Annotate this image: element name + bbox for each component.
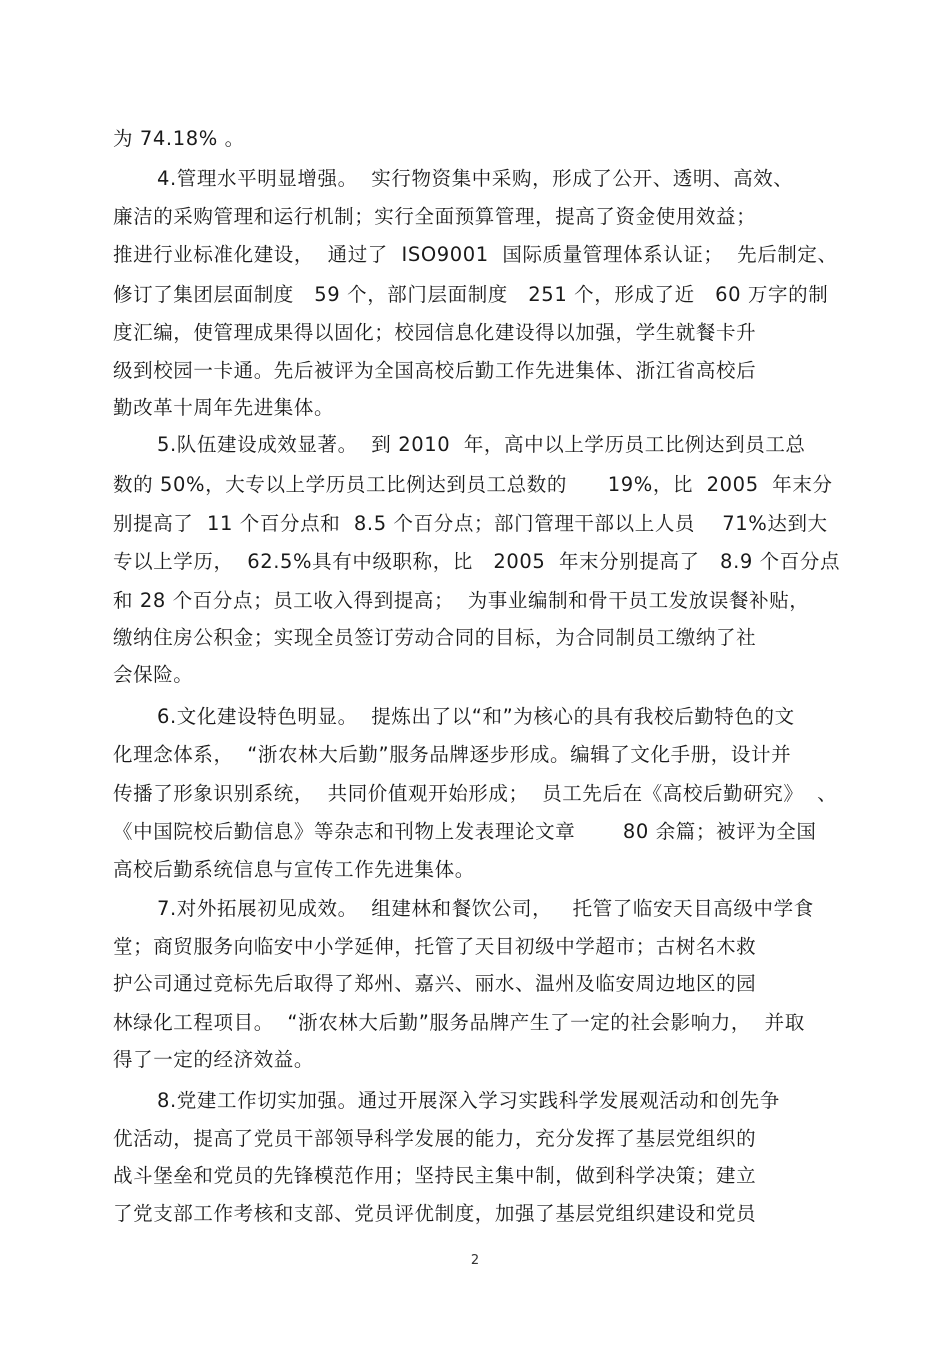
text-line: 《中国院校后勤信息》等杂志和刊物上发表理论文章 80 余篇；被评为全国 bbox=[113, 820, 817, 843]
text-line: 传播了形象识别系统， 共同价值观开始形成； 员工先后在《高校后勤研究》 、 bbox=[113, 782, 838, 805]
text-line: 得了一定的经济效益。 bbox=[113, 1048, 315, 1071]
text-line: 廉洁的采购管理和运行机制；实行全面预算管理，提高了资金使用效益； bbox=[113, 205, 757, 228]
page-number: 2 bbox=[470, 1253, 480, 1268]
text-line: 和 28 个百分点；员工收入得到提高； 为事业编制和骨干员工发放误餐补贴， bbox=[113, 589, 810, 612]
text-line: 堂；商贸服务向临安中小学延伸，托管了天目初级中学超市；古树名木救 bbox=[113, 935, 757, 958]
text-line: 战斗堡垒和党员的先锋模范作用；坚持民主集中制，做到科学决策；建立 bbox=[113, 1164, 757, 1187]
text-line: 优活动，提高了党员干部领导科学发展的能力，充分发挥了基层党组织的 bbox=[113, 1127, 757, 1150]
text-line: 推进行业标准化建设， 通过了 ISO9001 国际质量管理体系认证； 先后制定、 bbox=[113, 243, 838, 266]
text-line: 为 74.18% 。 bbox=[113, 127, 245, 150]
section-5-heading-line: 5.队伍建设成效显著。 到 2010 年，高中以上学历员工比例达到员工总 bbox=[157, 433, 806, 456]
text-line: 修订了集团层面制度 59 个，部门层面制度 251 个，形成了近 60 万字的制 bbox=[113, 283, 829, 306]
text-line: 化理念体系， “浙农林大后勤”服务品牌逐步形成。编辑了文化手册，设计并 bbox=[113, 743, 792, 766]
text-line: 高校后勤系统信息与宣传工作先进集体。 bbox=[113, 858, 475, 881]
section-8-heading-line: 8.党建工作切实加强。通过开展深入学习实践科学发展观活动和创先争 bbox=[157, 1089, 780, 1112]
text-line: 专以上学历， 62.5%具有中级职称，比 2005 年末分别提高了 8.9 个百分点 bbox=[113, 550, 841, 573]
section-7-heading-line: 7.对外拓展初见成效。 组建林和餐饮公司， 托管了临安天目高级中学食 bbox=[157, 897, 814, 920]
text-line: 了党支部工作考核和支部、党员评优制度，加强了基层党组织建设和党员 bbox=[113, 1202, 757, 1225]
text-line: 护公司通过竞标先后取得了郑州、嘉兴、丽水、温州及临安周边地区的园 bbox=[113, 972, 757, 995]
text-line: 级到校园一卡通。先后被评为全国高校后勤工作先进集体、浙江省高校后 bbox=[113, 359, 757, 382]
text-line: 数的 50%，大专以上学历员工比例达到员工总数的 19%，比 2005 年末分 bbox=[113, 473, 833, 496]
text-line: 别提高了 11 个百分点和 8.5 个百分点；部门管理干部以上人员 71%达到大 bbox=[113, 512, 828, 535]
text-line: 林绿化工程项目。 “浙农林大后勤”服务品牌产生了一定的社会影响力， 并取 bbox=[113, 1011, 805, 1034]
text-line: 会保险。 bbox=[113, 663, 194, 686]
section-4-heading-line: 4.管理水平明显增强。 实行物资集中采购，形成了公开、透明、高效、 bbox=[157, 167, 794, 190]
text-line: 缴纳住房公积金；实现全员签订劳动合同的目标，为合同制员工缴纳了社 bbox=[113, 626, 757, 649]
text-line: 度汇编，使管理成果得以固化；校园信息化建设得以加强，学生就餐卡升 bbox=[113, 321, 757, 344]
text-line: 勤改革十周年先进集体。 bbox=[113, 396, 335, 419]
section-6-heading-line: 6.文化建设特色明显。 提炼出了以“和”为核心的具有我校后勤特色的文 bbox=[157, 705, 795, 728]
